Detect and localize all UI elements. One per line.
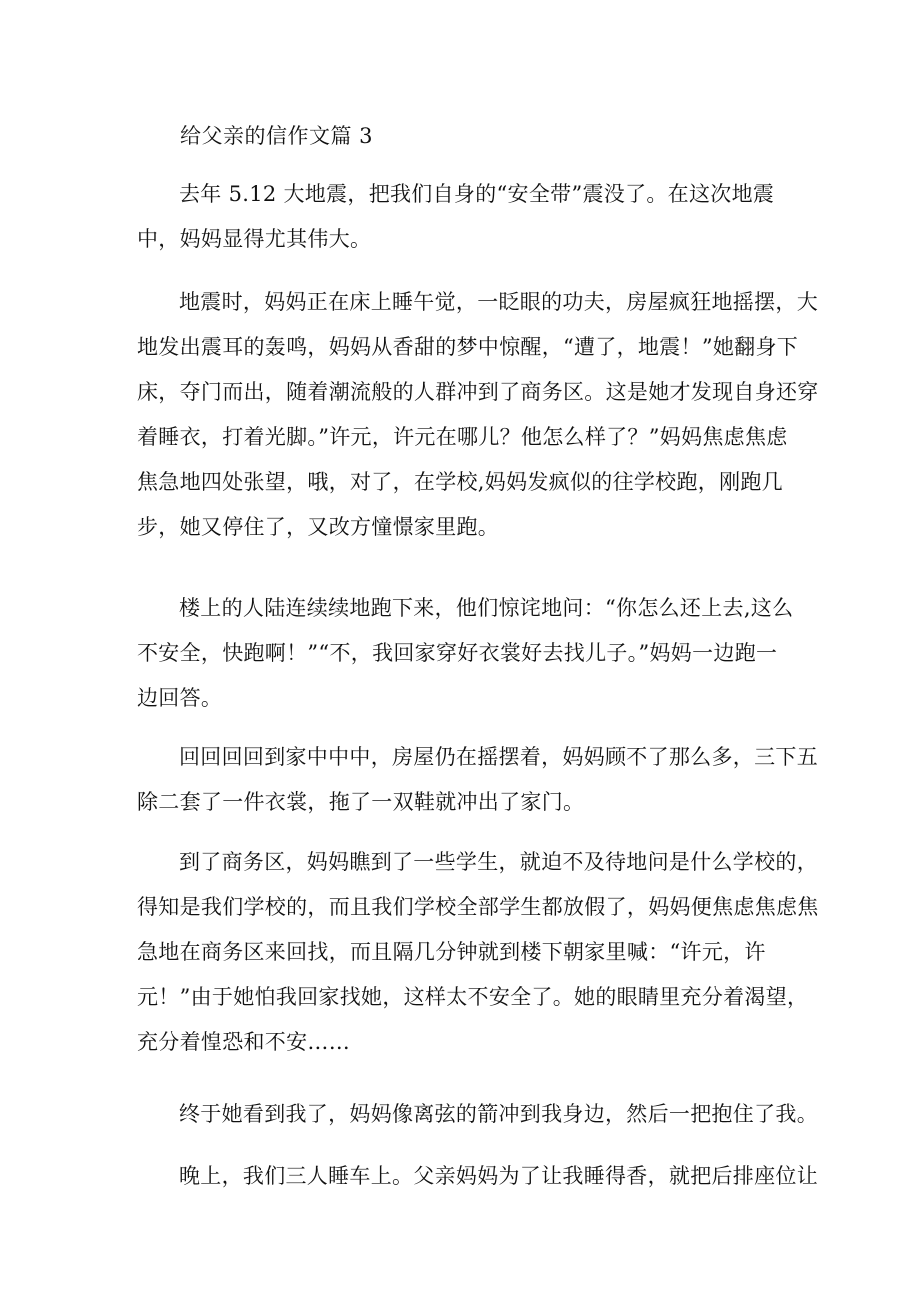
paragraph-line: 除二套了一件衣裳，拖了一双鞋就冲出了家门。: [137, 790, 585, 814]
paragraph-7: [137, 1154, 818, 1199]
paragraph-line: 到了商务区，妈妈瞧到了一些学生，就迫不及待地问是什么学校的，: [179, 850, 818, 874]
paragraph-line: 终于她看到我了，妈妈像离弦的箭冲到我身边，然后一把抱住了我。: [179, 1102, 818, 1126]
paragraph-line: 步，她又停住了，又改方憧憬家里跑。: [137, 515, 500, 539]
paragraph-5: [137, 840, 819, 1065]
paragraph-line: 中，妈妈显得尤其伟大。: [137, 227, 372, 251]
paragraph-line: 得知是我们学校的，而且我们学校全部学生都放假了，妈妈便焦虑焦虑焦: [137, 895, 819, 919]
paragraph-line: 不安全，快跑啊！”“不，我回家穿好衣裳好去找儿子。”妈妈一边跑一: [137, 641, 778, 665]
paragraph-4: [137, 735, 818, 825]
paragraph-line: 床，夺门而出，随着潮流般的人群冲到了商务区。这是她才发现自身还穿: [137, 380, 819, 404]
paragraph-2: [137, 280, 819, 550]
paragraph-line: 楼上的人陆连续续地跑下来，他们惊诧地问：“你怎么还上去,这么: [179, 596, 794, 620]
paragraph-1: [137, 172, 797, 262]
paragraph-line: 元！”由于她怕我回家找她，这样太不安全了。她的眼睛里充分着渴望，: [137, 985, 809, 1009]
paragraph-line: 回回回回到家中中中，房屋仍在摇摆着，妈妈顾不了那么多，三下五: [179, 745, 818, 769]
paragraph-line: 边回答。: [137, 686, 223, 710]
document-title: 给父亲的信作文篇 3: [180, 124, 374, 148]
paragraph-line: 去年 5.12 大地震，把我们自身的“安全带”震没了。在这次地震: [179, 182, 775, 206]
paragraph-line: 充分着惶恐和不安……: [137, 1030, 350, 1054]
paragraph-line: 急地在商务区来回找，而且隔几分钟就到楼下朝家里喊：“许元，许: [137, 940, 766, 964]
paragraph-line: 地震时，妈妈正在床上睡午觉，一眨眼的功夫，房屋疯狂地摇摆，大: [179, 290, 818, 314]
paragraph-line: 着睡衣，打着光脚。”许元，许元在哪儿？他怎么样了？”妈妈焦虑焦虑: [137, 425, 788, 449]
paragraph-3: [137, 586, 797, 721]
paragraph-line: 晚上，我们三人睡车上。父亲妈妈为了让我睡得香，就把后排座位让: [179, 1164, 818, 1188]
paragraph-6: [137, 1092, 818, 1137]
paragraph-line: 焦急地四处张望，哦，对了，在学校,妈妈发疯似的往学校跑，刚跑几: [137, 470, 783, 494]
paragraph-line: 地发出震耳的轰鸣，妈妈从香甜的梦中惊醒，“遭了，地震！”她翻身下: [137, 335, 799, 359]
